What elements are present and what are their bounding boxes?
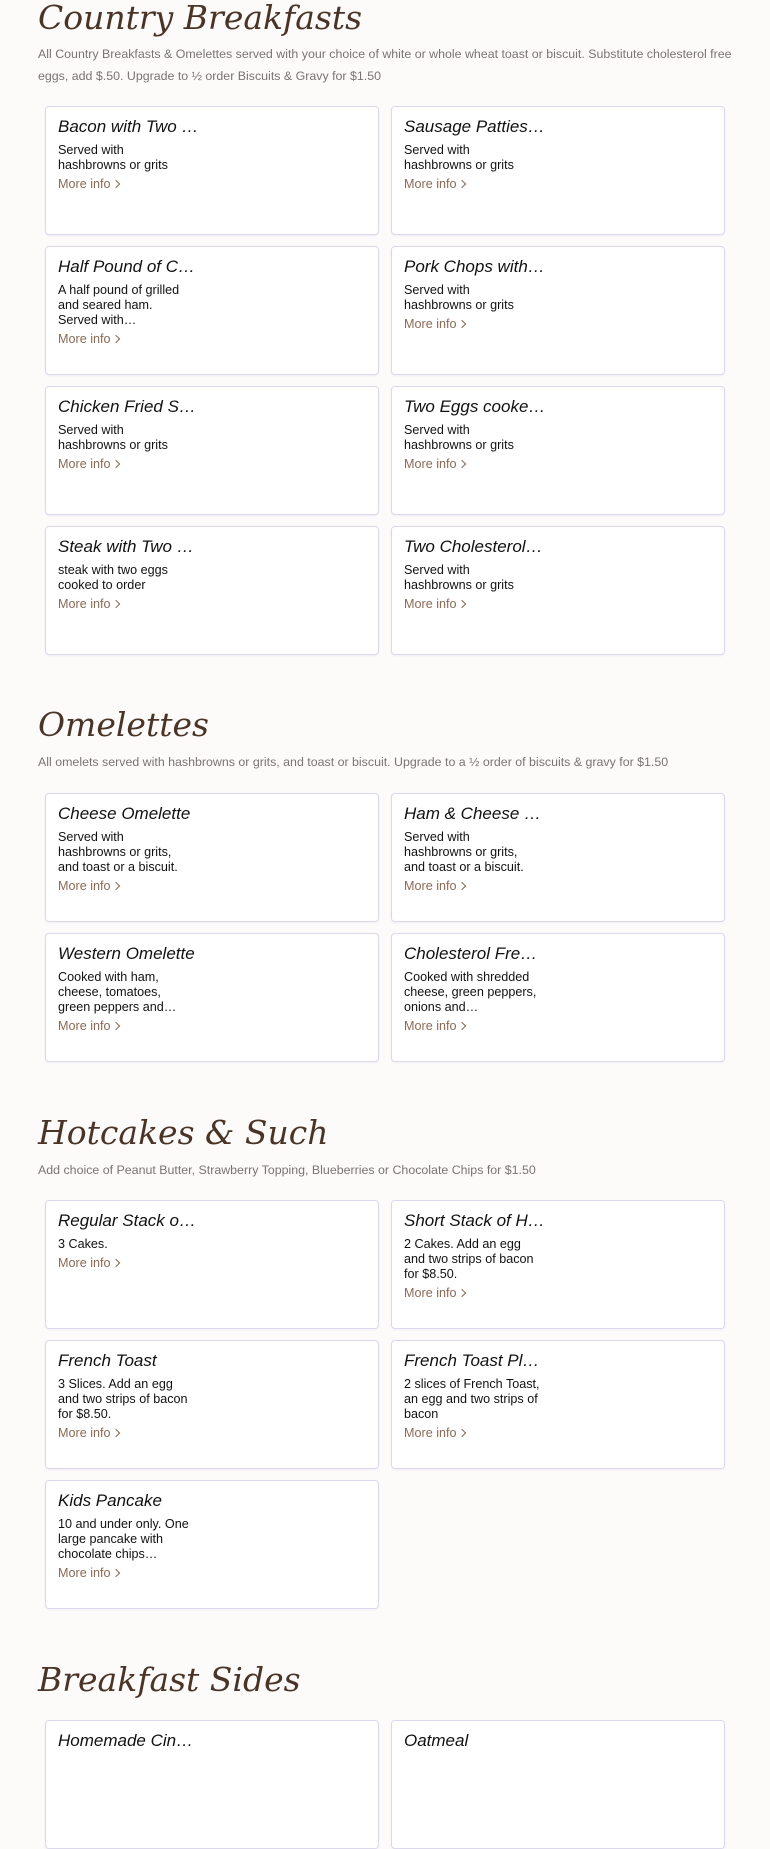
menu-item-description: A half pound of grilled and seared ham. Served with…: [58, 283, 180, 327]
chevron-right-icon: [457, 1429, 465, 1437]
menu-item-title: Oatmeal: [404, 1731, 469, 1750]
menu-item-title: Cholesterol Fre…: [404, 944, 538, 963]
more-info-link[interactable]: More info: [58, 597, 119, 612]
menu-item-title: Chicken Fried S…: [58, 397, 196, 416]
menu-item-description: Served with hashbrowns or grits, and toast or a biscuit.: [404, 830, 524, 874]
menu-item-card[interactable]: [391, 1200, 725, 1329]
chevron-right-icon: [111, 1429, 119, 1437]
menu-item-card[interactable]: [45, 1340, 379, 1469]
chevron-right-icon: [457, 1289, 465, 1297]
more-info-link[interactable]: More info: [404, 317, 465, 332]
chevron-right-icon: [111, 1022, 119, 1030]
menu-item-description: Served with hashbrowns or grits: [58, 143, 168, 172]
section-title: Omelettes: [38, 705, 209, 744]
menu-item-title: Short Stack of H…: [404, 1211, 545, 1230]
menu-item-card[interactable]: [45, 386, 379, 515]
menu-item-card[interactable]: [45, 106, 379, 235]
menu-item-description: steak with two eggs cooked to order: [58, 563, 168, 592]
more-info-link[interactable]: More info: [58, 1019, 119, 1034]
menu-item-title: Steak with Two …: [58, 537, 194, 556]
menu-item-card[interactable]: [391, 246, 725, 375]
menu-item-description: 10 and under only. One large pancake with chocolate chips…: [58, 1517, 189, 1561]
menu-item-card[interactable]: [45, 933, 379, 1062]
menu-item-title: Homemade Cin…: [58, 1731, 194, 1750]
chevron-right-icon: [457, 882, 465, 890]
chevron-right-icon: [457, 460, 465, 468]
chevron-right-icon: [457, 180, 465, 188]
menu-item-description: Served with hashbrowns or grits: [404, 283, 514, 312]
menu-item-description: 2 slices of French Toast, an egg and two strips of bacon: [404, 1377, 540, 1421]
menu-item-description: Served with hashbrowns or grits: [58, 423, 168, 452]
section-title: Hotcakes & Such: [38, 1113, 329, 1152]
menu-item-title: Sausage Patties…: [404, 117, 545, 136]
section-description: All Country Breakfasts & Omelettes served with your choice of white or whole wheat toast or biscuit. Substitute cholesterol free eggs, add $.50. Upgrade to ½ order Biscuits & Gravy for $1.50: [38, 47, 732, 83]
more-info-link[interactable]: More info: [404, 1426, 465, 1441]
menu-item-card[interactable]: [391, 793, 725, 922]
menu-item-card[interactable]: [391, 386, 725, 515]
menu-item-card[interactable]: [391, 1340, 725, 1469]
more-info-link[interactable]: More info: [58, 177, 119, 192]
chevron-right-icon: [111, 180, 119, 188]
menu-item-card[interactable]: [391, 106, 725, 235]
menu-item-description: Cooked with shredded cheese, green peppers, onions and…: [404, 970, 537, 1014]
menu-item-description: Served with hashbrowns or grits: [404, 423, 514, 452]
menu-item-description: Served with hashbrowns or grits: [404, 563, 514, 592]
menu-item-description: 2 Cakes. Add an egg and two strips of bacon for $8.50.: [404, 1237, 534, 1281]
chevron-right-icon: [457, 320, 465, 328]
menu-item-card[interactable]: [391, 526, 725, 655]
section-description: All omelets served with hashbrowns or grits, and toast or biscuit. Upgrade to a ½ order of biscuits & gravy for $1.50: [38, 755, 669, 769]
more-info-link[interactable]: More info: [404, 177, 465, 192]
menu-item-card[interactable]: [45, 1480, 379, 1609]
chevron-right-icon: [111, 600, 119, 608]
menu-item-card[interactable]: [45, 1200, 379, 1329]
chevron-right-icon: [111, 1259, 119, 1267]
section-title: Breakfast Sides: [38, 1660, 301, 1699]
chevron-right-icon: [111, 882, 119, 890]
menu-item-card[interactable]: [45, 246, 379, 375]
menu-item-card[interactable]: [391, 933, 725, 1062]
menu-item-card[interactable]: [45, 1720, 379, 1849]
menu-item-title: French Toast: [58, 1351, 157, 1370]
chevron-right-icon: [457, 600, 465, 608]
menu-item-description: 3 Cakes.: [58, 1237, 108, 1251]
more-info-link[interactable]: More info: [58, 879, 119, 894]
menu-item-title: French Toast Pl…: [404, 1351, 540, 1370]
menu-item-title: Kids Pancake: [58, 1491, 162, 1510]
more-info-link[interactable]: More info: [404, 597, 465, 612]
menu-item-card[interactable]: [391, 1720, 725, 1849]
menu-item-title: Cheese Omelette: [58, 804, 191, 823]
more-info-link[interactable]: More info: [58, 332, 119, 347]
chevron-right-icon: [111, 335, 119, 343]
menu-item-title: Two Cholesterol…: [404, 537, 543, 556]
menu-item-title: Bacon with Two …: [58, 117, 199, 136]
menu-item-title: Regular Stack o…: [58, 1211, 196, 1230]
section-description: Add choice of Peanut Butter, Strawberry Topping, Blueberries or Chocolate Chips for $1.50: [38, 1163, 536, 1177]
more-info-link[interactable]: More info: [404, 1286, 465, 1301]
section-title: Country Breakfasts: [38, 0, 363, 37]
menu-item-title: Ham & Cheese …: [404, 804, 541, 823]
menu-item-title: Pork Chops with…: [404, 257, 545, 276]
menu-item-description: Cooked with ham, cheese, tomatoes, green peppers and…: [58, 970, 177, 1014]
more-info-link[interactable]: More info: [58, 457, 119, 472]
menu-item-description: Served with hashbrowns or grits, and toast or a biscuit.: [58, 830, 178, 874]
menu-item-title: Half Pound of C…: [58, 257, 196, 276]
chevron-right-icon: [111, 1569, 119, 1577]
menu-item-title: Western Omelette: [58, 944, 195, 963]
menu-item-card[interactable]: [45, 526, 379, 655]
menu-item-card[interactable]: [45, 793, 379, 922]
more-info-link[interactable]: More info: [58, 1256, 119, 1271]
more-info-link[interactable]: More info: [58, 1566, 119, 1581]
more-info-link[interactable]: More info: [404, 879, 465, 894]
chevron-right-icon: [111, 460, 119, 468]
more-info-link[interactable]: More info: [404, 457, 465, 472]
more-info-link[interactable]: More info: [58, 1426, 119, 1441]
menu-item-description: Served with hashbrowns or grits: [404, 143, 514, 172]
menu-item-description: 3 Slices. Add an egg and two strips of bacon for $8.50.: [58, 1377, 188, 1421]
more-info-link[interactable]: More info: [404, 1019, 465, 1034]
menu-item-title: Two Eggs cooke…: [404, 397, 546, 416]
chevron-right-icon: [457, 1022, 465, 1030]
